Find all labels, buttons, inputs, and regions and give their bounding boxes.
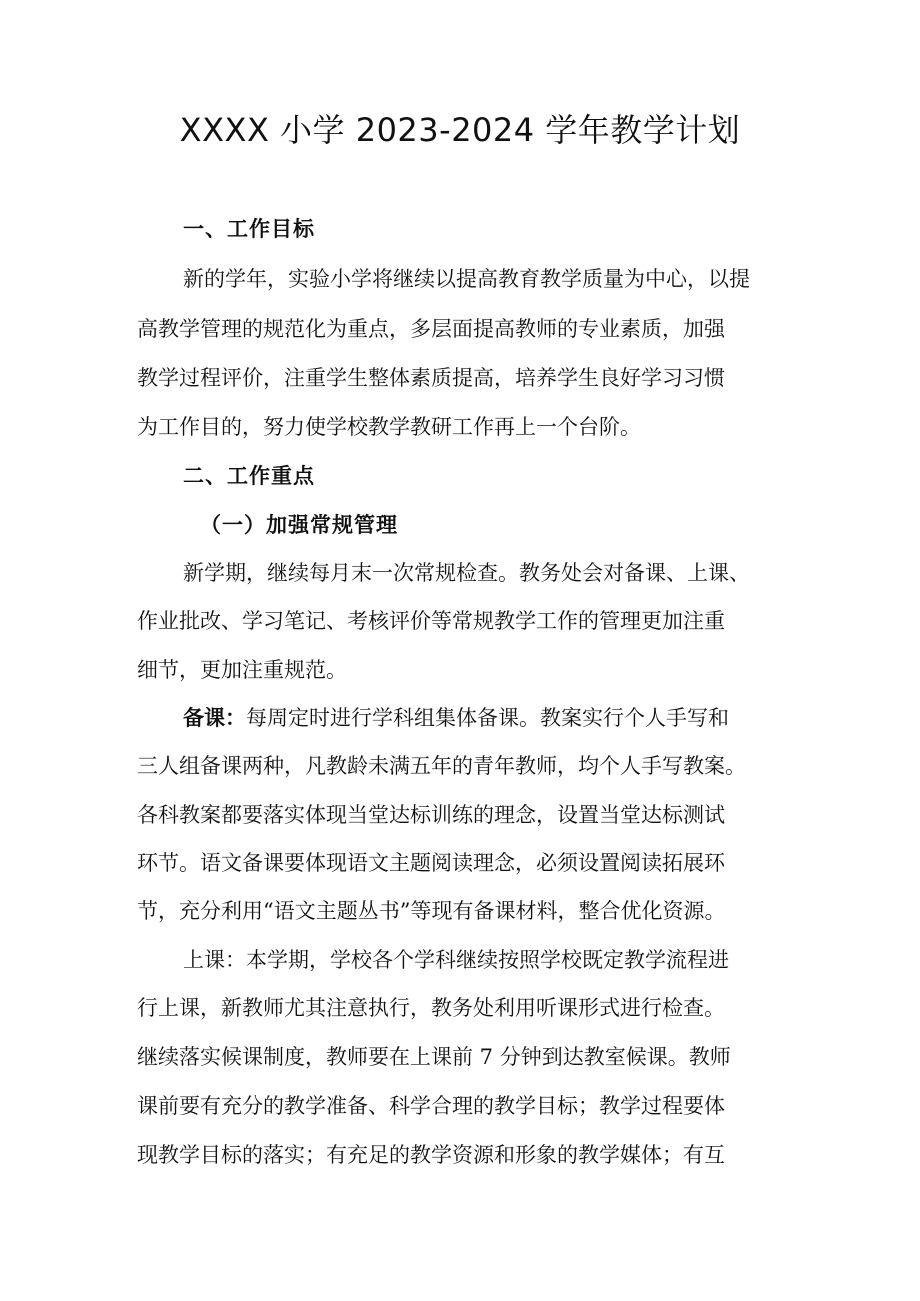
paragraph-line: 三人组备课两种，凡教龄未满五年的青年教师，均个人手写教案。 <box>137 754 746 778</box>
paragraph-line: 为工作目的，努力使学校教学教研工作再上一个台阶。 <box>137 415 641 439</box>
paragraph-line: 细节，更加注重规范。 <box>137 658 347 682</box>
paragraph-line-lesson-prep <box>183 698 729 738</box>
paragraph-line: 高教学管理的规范化为重点，多层面提高教师的专业素质，加强 <box>137 317 725 341</box>
paragraph-line: 新的学年，实验小学将继续以提高教育教学质量为中心，以提 <box>183 267 750 291</box>
paragraph-line: 继续落实候课制度，教师要在上课前 7 分钟到达教室候课。教师 <box>137 1045 731 1069</box>
document-title: XXXX 小学 2023-2024 学年教学计划 <box>179 111 741 149</box>
paragraph-line: 各科教案都要落实体现当堂达标训练的理念，设置当堂达标测试 <box>137 803 725 827</box>
lesson-prep-text: 每周定时进行学科组集体备课。教案实行个人手写和 <box>246 706 729 730</box>
paragraph-line: 教学过程评价，注重学生整体素质提高，培养学生良好学习习惯 <box>137 366 725 390</box>
paragraph-line: 新学期，继续每月末一次常规检查。教务处会对备课、上课、 <box>183 561 750 585</box>
lesson-prep-label: 备课： <box>183 706 246 730</box>
paragraph-line: 作业批改、学习笔记、考核评价等常规教学工作的管理更加注重 <box>137 609 725 633</box>
paragraph-line-teaching: 上课：本学期，学校各个学科继续按照学校既定教学流程进 <box>183 948 729 972</box>
paragraph-line: 节，充分利用“语文主题丛书”等现有备课材料，整合优化资源。 <box>137 899 726 923</box>
subsection-heading-routine-management: （一）加强常规管理 <box>200 513 398 537</box>
section-heading-work-goals: 一、工作目标 <box>183 217 315 241</box>
paragraph-line: 现教学目标的落实；有充足的教学资源和形象的教学媒体；有互 <box>137 1143 725 1167</box>
paragraph-line: 课前要有充分的教学准备、科学合理的教学目标；教学过程要体 <box>137 1094 725 1118</box>
paragraph-line: 环节。语文备课要体现语文主题阅读理念，必须设置阅读拓展环 <box>137 851 725 875</box>
section-heading-work-focus: 二、工作重点 <box>183 464 315 488</box>
paragraph-line: 行上课，新教师尤其注意执行，教务处利用听课形式进行检查。 <box>137 996 725 1020</box>
